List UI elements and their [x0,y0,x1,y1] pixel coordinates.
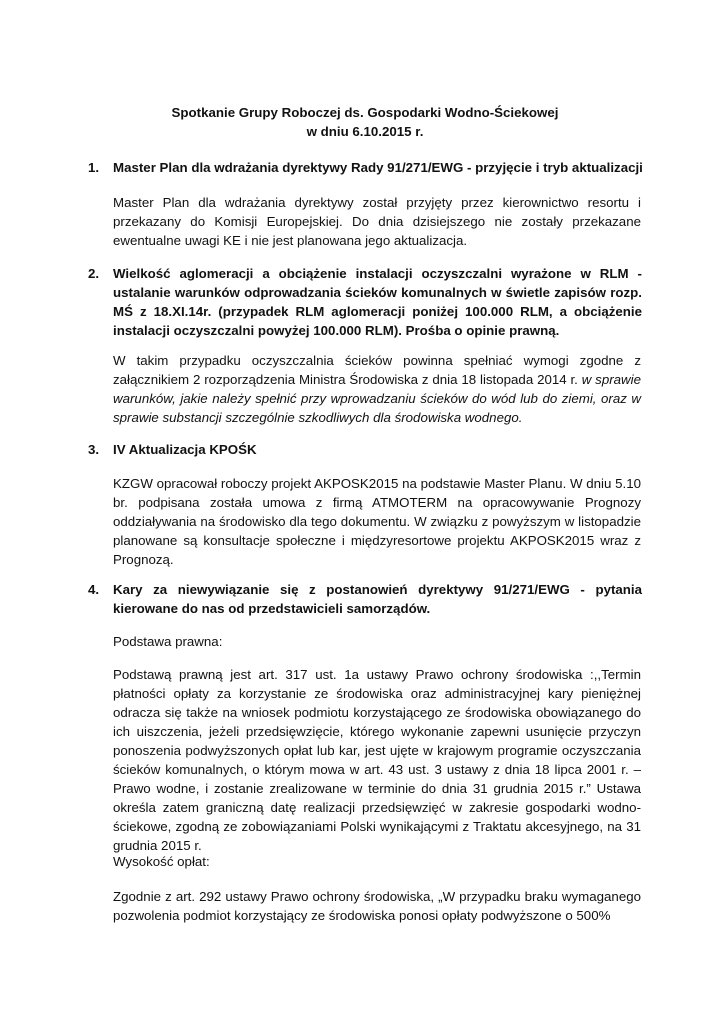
section-4-heading [88,580,642,618]
section-3-heading [88,440,642,459]
legal-basis-label: Podstawa prawna: [113,634,223,649]
section-2-heading [88,264,642,340]
regulation-reference: W takim przypadku oczyszczalnia ścieków powinna spełniać wymogi zgodne z załącznikiem 2 rozporządzenia Ministra Środowiska z dnia 18 listopada 2014 r. [113,353,641,387]
title-line-2: w dniu 6.10.2015 r. [306,124,424,139]
section-title: Wielkość aglomeracji a obciążenie instalacji oczyszczalni wyrażone w RLM - ustalanie warunków odprowadzania ścieków komunalnych w świetle zapisów rozp. MŚ z 18.XI.14r. (przypadek RLM aglomeracji poniżej 100.000 RLM, a obciążenie instalacji oczyszczalni powyżej 100.000 RLM). Prośba o opinie prawną. [113,266,642,338]
section-number: 3. [88,442,100,457]
section-2-paragraph [113,351,641,427]
fees-paragraph: Zgodnie z art. 292 ustawy Prawo ochrony środowiska, „W przypadku braku wymaganego pozwolenia podmiot korzystający ze środowiska ponosi opłaty podwyższone o 500% [113,889,641,923]
section-number: 4. [88,582,100,597]
section-1-heading [88,158,642,177]
section-3-paragraph: KZGW opracował roboczy projekt AKPOSK2015 na podstawie Master Planu. W dniu 5.10 br. podpisana została umowa z firmą ATMOTERM na opracowywanie Prognozy oddziaływania na środowisko dla tego dokumentu. W związku z powyższym w listopadzie planowane są konsultacje społeczne i międzyresortowe projektu AKPOSK2015 wraz z Prognozą. [113,476,641,567]
title-line-1: Spotkanie Grupy Roboczej ds. Gospodarki Wodno-Ściekowej [171,105,559,120]
regulation-title: w sprawie warunków, jakie należy spełnić przy wprowadzaniu ścieków do wód lub do ziemi, oraz w sprawie substancji szczególnie szkodliwych dla środowiska wodnego. [113,372,641,425]
document-title [100,103,630,141]
section-number: 2. [88,266,100,281]
section-title: Master Plan dla wdrażania dyrektywy Rady 91/271/EWG - przyjęcie i tryb aktualizacji [113,160,643,175]
legal-basis-paragraph: Podstawą prawną jest art. 317 ust. 1a ustawy Prawo ochrony środowiska :,,Termin płatności opłaty za korzystanie ze środowiska oraz administracyjnej kary pieniężnej odracza się także na wniosek podmiotu korzystającego ze środowiska obowiązanego do ich uiszczenia, jeżeli przedsięwzięcie, którego wykonanie zapewni usunięcie przyczyn ponoszenia podwyższonych opłat lub kar, jest ujęte w krajowym programie oczyszczania ścieków komunalnych, o którym mowa w art. 43 ust. 3 ustawy z dnia 18 lipca 2001 r. – Prawo wodne, i zostanie zrealizowane w terminie do dnia 31 grudnia 2015 r.” Ustawa określa zatem graniczną datę realizacji przedsięwzięć w zakresie gospodarki wodno-ściekowe, zgodną ze zobowiązaniami Polski wynikającymi z Traktatu akcesyjnego, na 31 grudnia 2015 r. [113,667,641,853]
fees-label: Wysokość opłat: [113,854,210,869]
section-title: IV Aktualizacja KPOŚK [113,442,257,457]
section-1-paragraph: Master Plan dla wdrażania dyrektywy został przyjęty przez kierownictwo resortu i przekazany do Komisji Europejskiej. Do dnia dzisiejszego nie zostały przekazane ewentualne uwagi KE i nie jest planowana jego aktualizacja. [113,195,641,248]
section-number: 1. [88,160,100,175]
section-title: Kary za niewywiązanie się z postanowień dyrektywy 91/271/EWG - pytania kierowane do nas od przedstawicieli samorządów. [113,582,642,616]
